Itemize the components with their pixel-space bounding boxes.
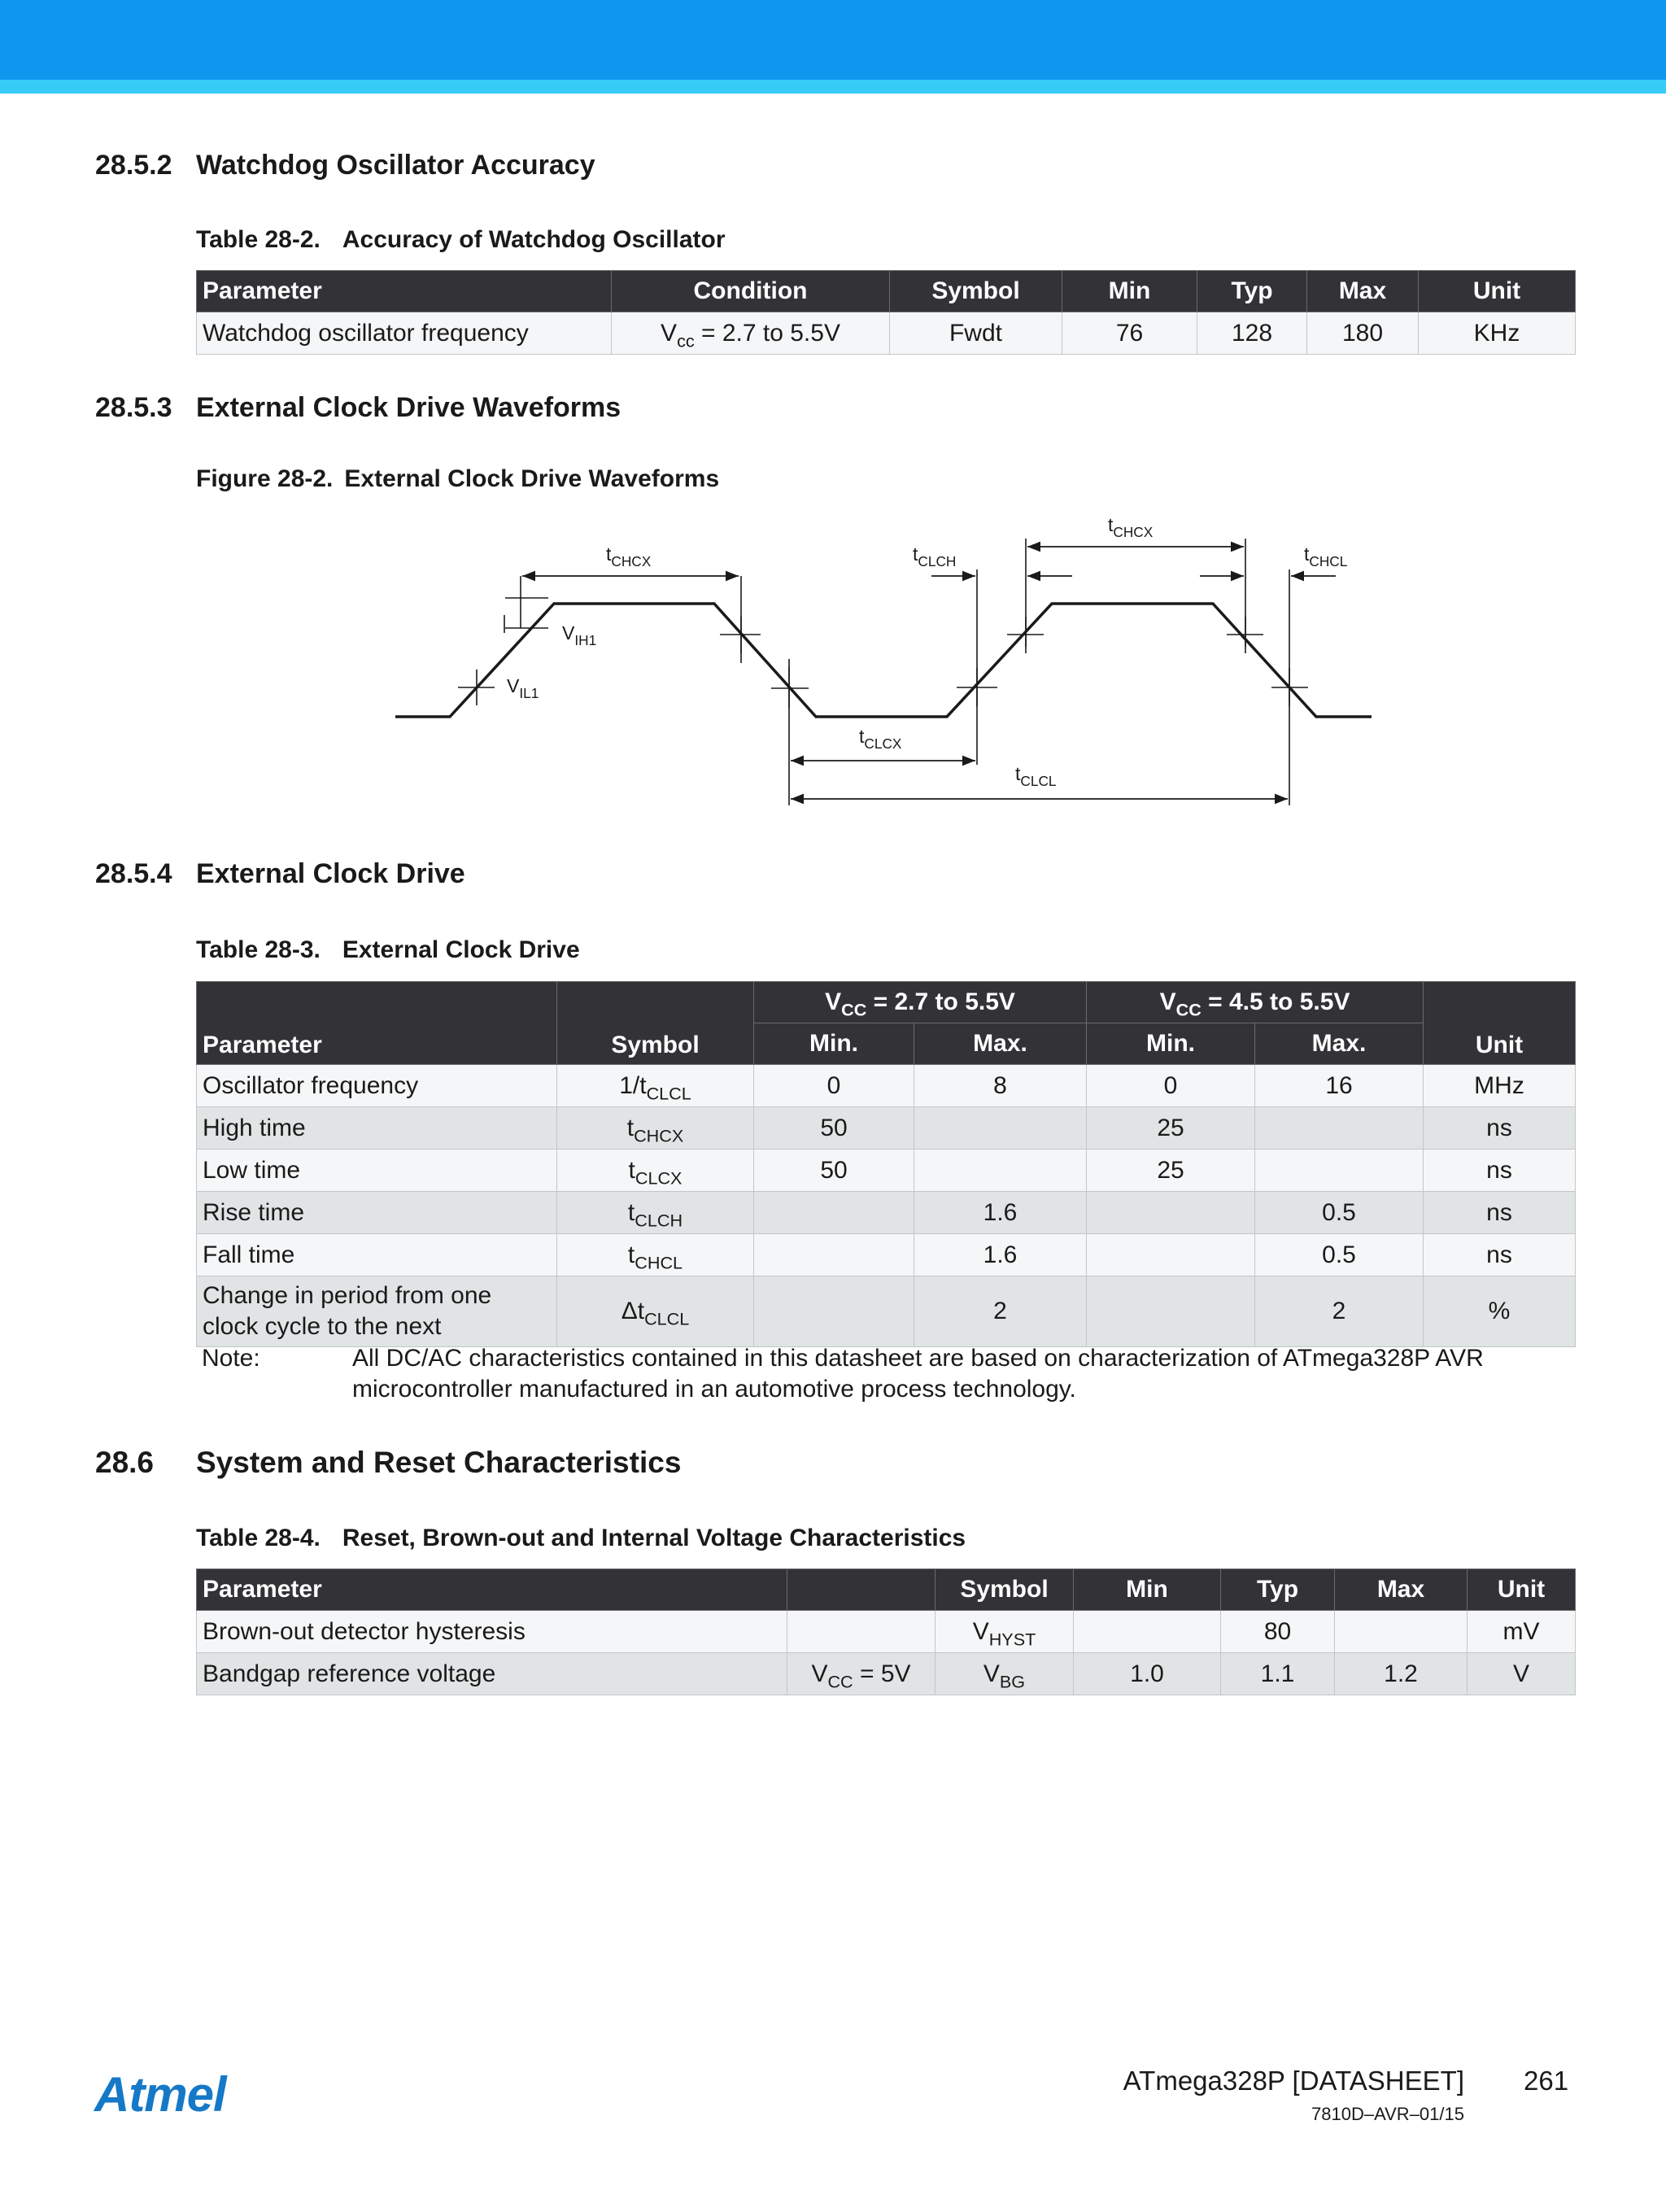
cell-max bbox=[914, 1150, 1087, 1192]
table-row bbox=[197, 1234, 1576, 1276]
cell-condition: $V_{cc} = 2.7$ to 5.5V bbox=[612, 312, 890, 355]
cell-max: 0.5 bbox=[1255, 1192, 1424, 1234]
col-header: Unit bbox=[1419, 271, 1576, 312]
cell-parameter: Oscillator frequency bbox=[197, 1065, 557, 1107]
cell-min bbox=[754, 1234, 914, 1276]
col-header: Symbol bbox=[890, 271, 1062, 312]
cell-symbol: $t_{CHCX}$ bbox=[557, 1107, 754, 1150]
note-label: Note: bbox=[202, 1345, 260, 1372]
cell-max: 2 bbox=[1255, 1276, 1424, 1347]
table-28-4-caption bbox=[196, 1525, 966, 1552]
cell-min bbox=[1087, 1234, 1255, 1276]
caption-title: Reset, Brown-out and Internal Voltage Characteristics bbox=[342, 1525, 966, 1551]
header-band bbox=[0, 0, 1666, 80]
cell-min bbox=[1087, 1276, 1255, 1347]
table-28-3-caption bbox=[196, 936, 580, 964]
waveform-signal bbox=[395, 604, 1372, 717]
table-row bbox=[197, 1276, 1576, 1347]
cell-parameter: Bandgap reference voltage bbox=[197, 1653, 787, 1695]
col-header: Min. bbox=[1087, 1023, 1255, 1065]
cell-unit: ns bbox=[1424, 1234, 1576, 1276]
cell-min bbox=[1074, 1611, 1221, 1653]
table-group-header-row bbox=[197, 982, 1576, 1023]
col-header: Condition bbox=[612, 271, 890, 312]
section-title: External Clock Drive bbox=[196, 858, 465, 889]
cell-unit: % bbox=[1424, 1276, 1576, 1347]
cell-symbol: $V_{BG}$ bbox=[935, 1653, 1074, 1695]
col-header: Max bbox=[1307, 271, 1419, 312]
cell-min: 25 bbox=[1087, 1150, 1255, 1192]
group-header-vcc-4-5: $V_{CC} = 4.5$ to 5.5V bbox=[1087, 982, 1424, 1023]
table-row bbox=[197, 1150, 1576, 1192]
col-header: Typ bbox=[1221, 1569, 1335, 1611]
cell-typ: 1.1 bbox=[1221, 1653, 1335, 1695]
table-28-2-caption bbox=[196, 226, 726, 254]
waveform-svg bbox=[382, 504, 1391, 814]
cell-symbol: $t_{CHCL}$ bbox=[557, 1234, 754, 1276]
col-header: Max bbox=[1335, 1569, 1468, 1611]
section-number: 28.5.2 bbox=[95, 150, 172, 181]
cell-unit: V bbox=[1468, 1653, 1576, 1695]
col-header: Symbol bbox=[935, 1569, 1074, 1611]
section-number: 28.5.3 bbox=[95, 392, 172, 423]
cell-max: 2 bbox=[914, 1276, 1087, 1347]
label-vil1: $V_{IL1}$ bbox=[507, 675, 539, 701]
cell-unit: MHz bbox=[1424, 1065, 1576, 1107]
cell-condition: $V_{CC} = 5V$ bbox=[787, 1653, 935, 1695]
col-header: Parameter bbox=[197, 271, 612, 312]
section-title: External Clock Drive Waveforms bbox=[196, 392, 621, 423]
cell-symbol: Fwdt bbox=[890, 312, 1062, 355]
caption-label: Table 28-2. bbox=[196, 226, 321, 253]
caption-label: Figure 28-2. bbox=[196, 465, 334, 492]
caption-label: Table 28-3. bbox=[196, 936, 321, 963]
cell-min: 50 bbox=[754, 1150, 914, 1192]
cell-max: 1.6 bbox=[914, 1192, 1087, 1234]
cell-min: 76 bbox=[1062, 312, 1197, 355]
caption-label: Table 28-4. bbox=[196, 1525, 321, 1551]
label-tclcl: $t_{CLCL}$ bbox=[1015, 763, 1057, 789]
label-tchcl: $t_{CHCL}$ bbox=[1304, 543, 1348, 569]
cell-max bbox=[1335, 1611, 1468, 1653]
cell-max bbox=[1255, 1150, 1424, 1192]
caption-title: External Clock Drive Waveforms bbox=[344, 465, 720, 492]
cell-parameter: Fall time bbox=[197, 1234, 557, 1276]
cell-symbol: $\Delta t_{CLCL}$ bbox=[557, 1276, 754, 1347]
cell-parameter: Low time bbox=[197, 1150, 557, 1192]
header-stripe bbox=[0, 80, 1666, 94]
col-header: Parameter bbox=[197, 982, 557, 1065]
table-row bbox=[197, 1107, 1576, 1150]
section-title: Watchdog Oscillator Accuracy bbox=[196, 150, 595, 181]
cell-unit: mV bbox=[1468, 1611, 1576, 1653]
group-header-vcc-2-7: $V_{CC} = 2.7$ to 5.5V bbox=[754, 982, 1087, 1023]
label-tclch: $t_{CLCH}$ bbox=[913, 543, 957, 569]
section-heading-28-6 bbox=[95, 1446, 681, 1480]
table-row bbox=[197, 1611, 1576, 1653]
cell-parameter: Watchdog oscillator frequency bbox=[197, 312, 612, 355]
cell-min: 50 bbox=[754, 1107, 914, 1150]
table-row bbox=[197, 1653, 1576, 1695]
col-header: Symbol bbox=[557, 982, 754, 1065]
col-header: Max. bbox=[914, 1023, 1087, 1065]
col-header: Unit bbox=[1424, 982, 1576, 1065]
table-row bbox=[197, 312, 1576, 355]
external-clock-drive-table bbox=[196, 981, 1576, 1347]
cell-max: 16 bbox=[1255, 1065, 1424, 1107]
section-number: 28.6 bbox=[95, 1446, 155, 1479]
table-header-row bbox=[197, 271, 1576, 312]
dimension-arrows bbox=[522, 547, 1336, 799]
section-heading-28-5-4 bbox=[95, 858, 465, 890]
cell-max bbox=[914, 1107, 1087, 1150]
section-heading-28-5-3 bbox=[95, 392, 621, 424]
cell-min bbox=[754, 1276, 914, 1347]
cell-unit: ns bbox=[1424, 1107, 1576, 1150]
section-number: 28.5.4 bbox=[95, 858, 172, 889]
section-heading-28-5-2 bbox=[95, 150, 595, 181]
cell-parameter: Rise time bbox=[197, 1192, 557, 1234]
col-header: Min. bbox=[754, 1023, 914, 1065]
cell-parameter: Change in period from one clock cycle to the next bbox=[197, 1276, 557, 1347]
cell-max: 180 bbox=[1307, 312, 1419, 355]
cell-parameter: High time bbox=[197, 1107, 557, 1150]
section-title: System and Reset Characteristics bbox=[196, 1446, 682, 1479]
watchdog-accuracy-table bbox=[196, 270, 1576, 355]
cell-symbol: $1/t_{CLCL}$ bbox=[557, 1065, 754, 1107]
col-header: Min bbox=[1074, 1569, 1221, 1611]
cell-min: 25 bbox=[1087, 1107, 1255, 1150]
footer-doc-title: ATmega328P [DATASHEET] bbox=[1123, 2066, 1464, 2096]
cell-symbol: $V_{HYST}$ bbox=[935, 1611, 1074, 1653]
cell-typ: 80 bbox=[1221, 1611, 1335, 1653]
label-vih1: $V_{IH1}$ bbox=[562, 622, 597, 648]
cell-max: 1.2 bbox=[1335, 1653, 1468, 1695]
table-row bbox=[197, 1192, 1576, 1234]
label-tchcx-second: $t_{CHCX}$ bbox=[1108, 514, 1154, 540]
col-header: Min bbox=[1062, 271, 1197, 312]
cell-unit: ns bbox=[1424, 1192, 1576, 1234]
label-tchcx-high: $t_{CHCX}$ bbox=[606, 543, 652, 569]
cell-parameter: Brown-out detector hysteresis bbox=[197, 1611, 787, 1653]
footer-page-number: 261 bbox=[1524, 2066, 1569, 2096]
cell-symbol: $t_{CLCX}$ bbox=[557, 1150, 754, 1192]
cell-max: 8 bbox=[914, 1065, 1087, 1107]
cell-typ: 128 bbox=[1197, 312, 1307, 355]
figure-28-2-caption bbox=[196, 465, 719, 493]
caption-title: External Clock Drive bbox=[342, 936, 580, 963]
col-header: Parameter bbox=[197, 1569, 787, 1611]
col-header: Max. bbox=[1255, 1023, 1424, 1065]
label-tclcx: $t_{CLCX}$ bbox=[859, 726, 902, 752]
clock-waveform-diagram bbox=[382, 504, 1391, 814]
cell-symbol: $t_{CLCH}$ bbox=[557, 1192, 754, 1234]
footer-doc-code: 7810D–AVR–01/15 bbox=[1311, 2104, 1464, 2124]
table-header-row bbox=[197, 1569, 1576, 1611]
threshold-ticks bbox=[458, 598, 1308, 708]
cell-max: 0.5 bbox=[1255, 1234, 1424, 1276]
caption-title: Accuracy of Watchdog Oscillator bbox=[342, 226, 726, 253]
col-header: Unit bbox=[1468, 1569, 1576, 1611]
table-row bbox=[197, 1065, 1576, 1107]
cell-unit: ns bbox=[1424, 1150, 1576, 1192]
reset-brownout-table bbox=[196, 1568, 1576, 1695]
cell-min: 0 bbox=[1087, 1065, 1255, 1107]
cell-max: 1.6 bbox=[914, 1234, 1087, 1276]
cell-min: 0 bbox=[754, 1065, 914, 1107]
cell-min bbox=[754, 1192, 914, 1234]
extension-lines bbox=[521, 539, 1289, 805]
cell-min bbox=[1087, 1192, 1255, 1234]
cell-min: 1.0 bbox=[1074, 1653, 1221, 1695]
atmel-logo: Atmel bbox=[94, 2067, 226, 2122]
cell-condition bbox=[787, 1611, 935, 1653]
cell-max bbox=[1255, 1107, 1424, 1150]
col-header bbox=[787, 1569, 935, 1611]
note-text: All DC/AC characteristics contained in this datasheet are based on characterization of ATmega328P AVR microcontroller manufactured in an automotive process technology. bbox=[352, 1345, 1484, 1403]
col-header: Typ bbox=[1197, 271, 1307, 312]
cell-unit: KHz bbox=[1419, 312, 1576, 355]
